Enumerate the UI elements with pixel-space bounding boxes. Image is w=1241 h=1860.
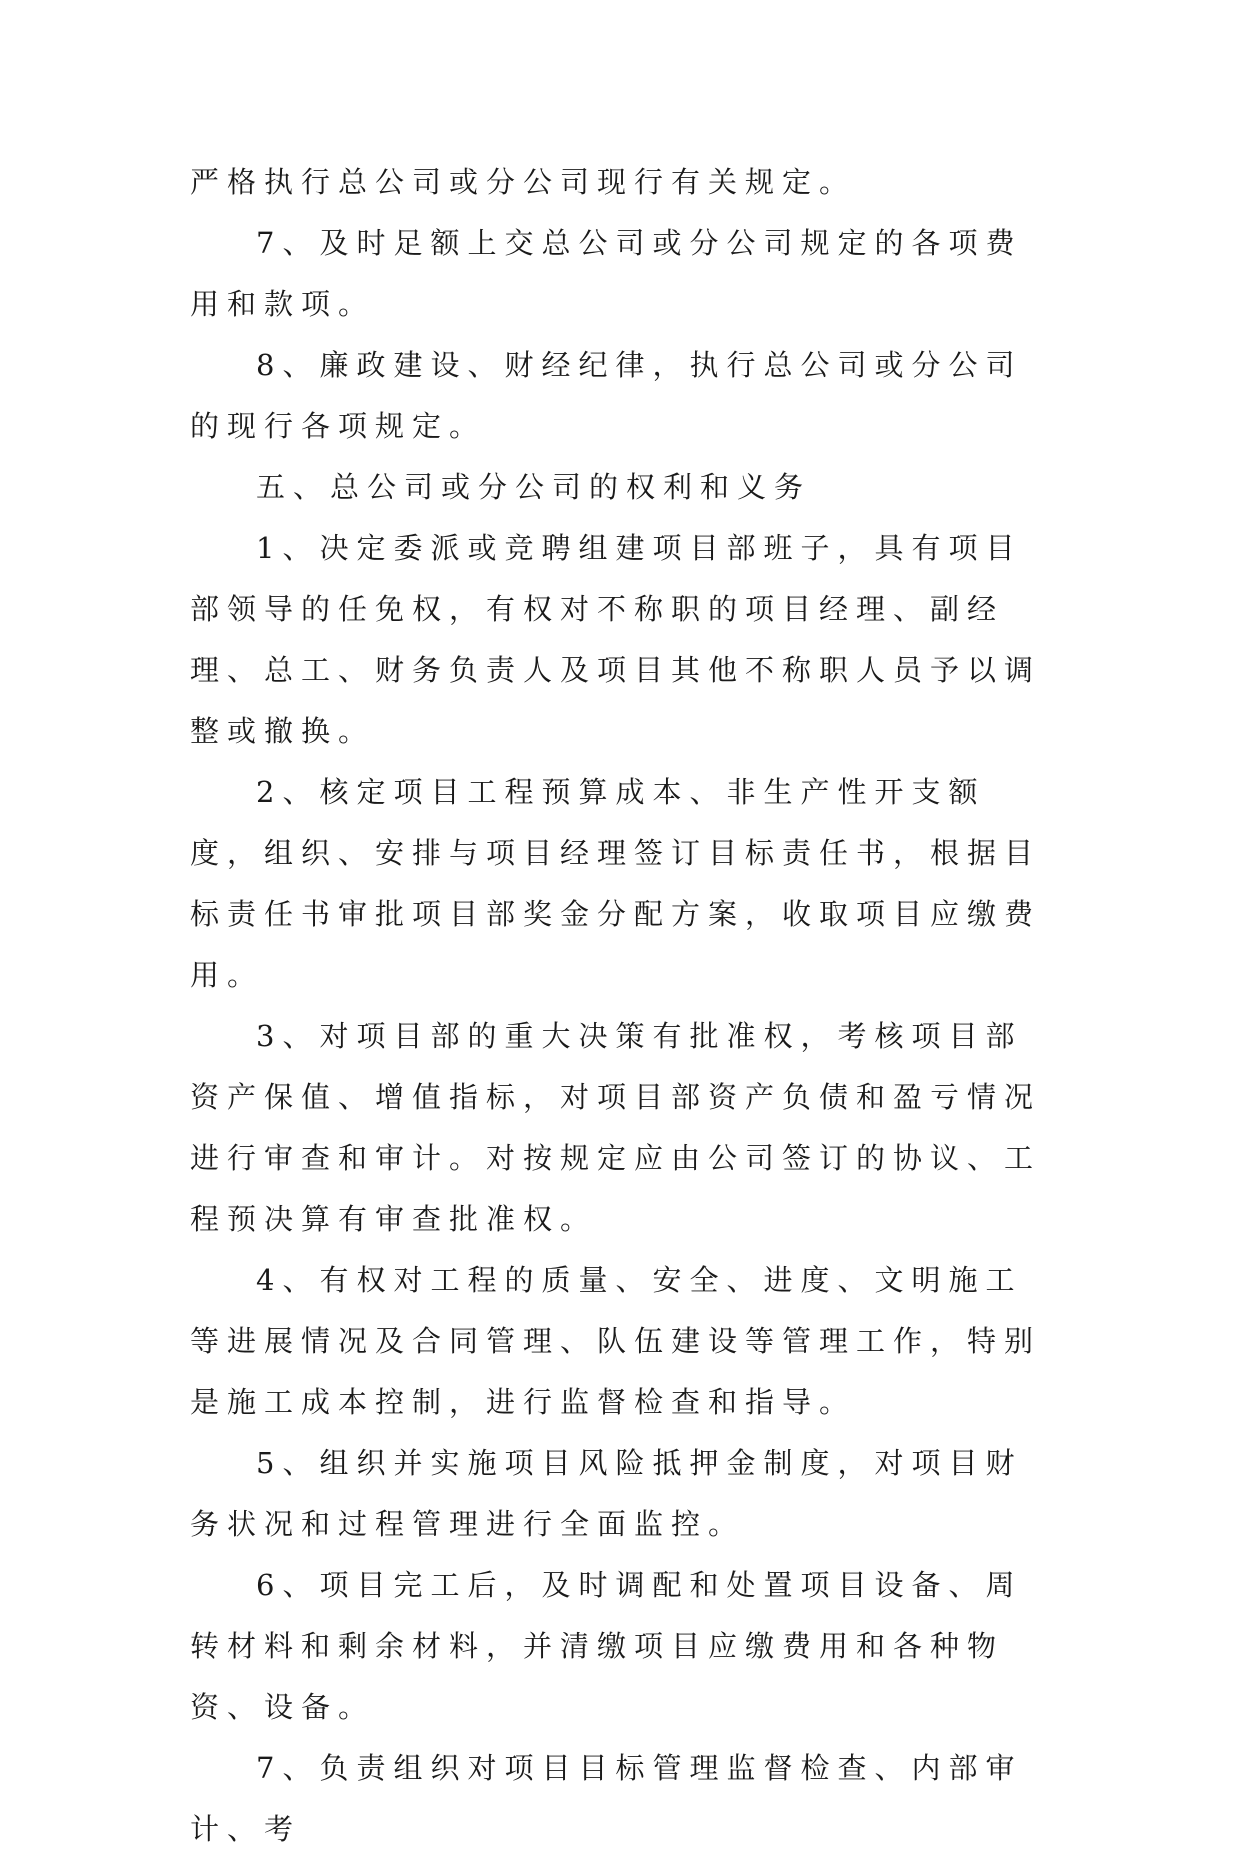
paragraph: 7、负责组织对项目目标管理监督检查、内部审计、考 [190,1751,1023,1846]
section-heading: 五、总公司或分公司的权利和义务 [256,470,812,504]
document-body [190,152,1050,1860]
paragraph: 4、有权对工程的质量、安全、进度、文明施工等进展情况及合同管理、队伍建设等管理工作，特别是施工成本控制，进行监督检查和指导。 [190,1263,1042,1419]
paragraph: 2、核定项目工程预算成本、非生产性开支额度，组织、安排与项目经理签订目标责任书，根据目标责任书审批项目部奖金分配方案，收取项目应缴费用。 [190,775,1042,992]
paragraph: 3、对项目部的重大决策有批准权，考核项目部资产保值、增值指标，对项目部资产负债和盈亏情况进行审查和审计。对按规定应由公司签订的协议、工程预决算有审查批准权。 [190,1019,1042,1236]
paragraph: 1、决定委派或竞聘组建项目部班子，具有项目部领导的任免权，有权对不称职的项目经理、副经理、总工、财务负责人及项目其他不称职人员予以调整或撤换。 [190,531,1042,748]
paragraph: 8、廉政建设、财经纪律，执行总公司或分公司的现行各项规定。 [190,348,1023,443]
paragraph: 5、组织并实施项目风险抵押金制度，对项目财务状况和过程管理进行全面监控。 [190,1446,1023,1541]
paragraph: 严格执行总公司或分公司现行有关规定。 [190,165,857,199]
paragraph: 7、及时足额上交总公司或分公司规定的各项费用和款项。 [190,226,1023,321]
paragraph: 6、项目完工后，及时调配和处置项目设备、周转材料和剩余材料，并清缴项目应缴费用和各种物资、设备。 [190,1568,1023,1724]
